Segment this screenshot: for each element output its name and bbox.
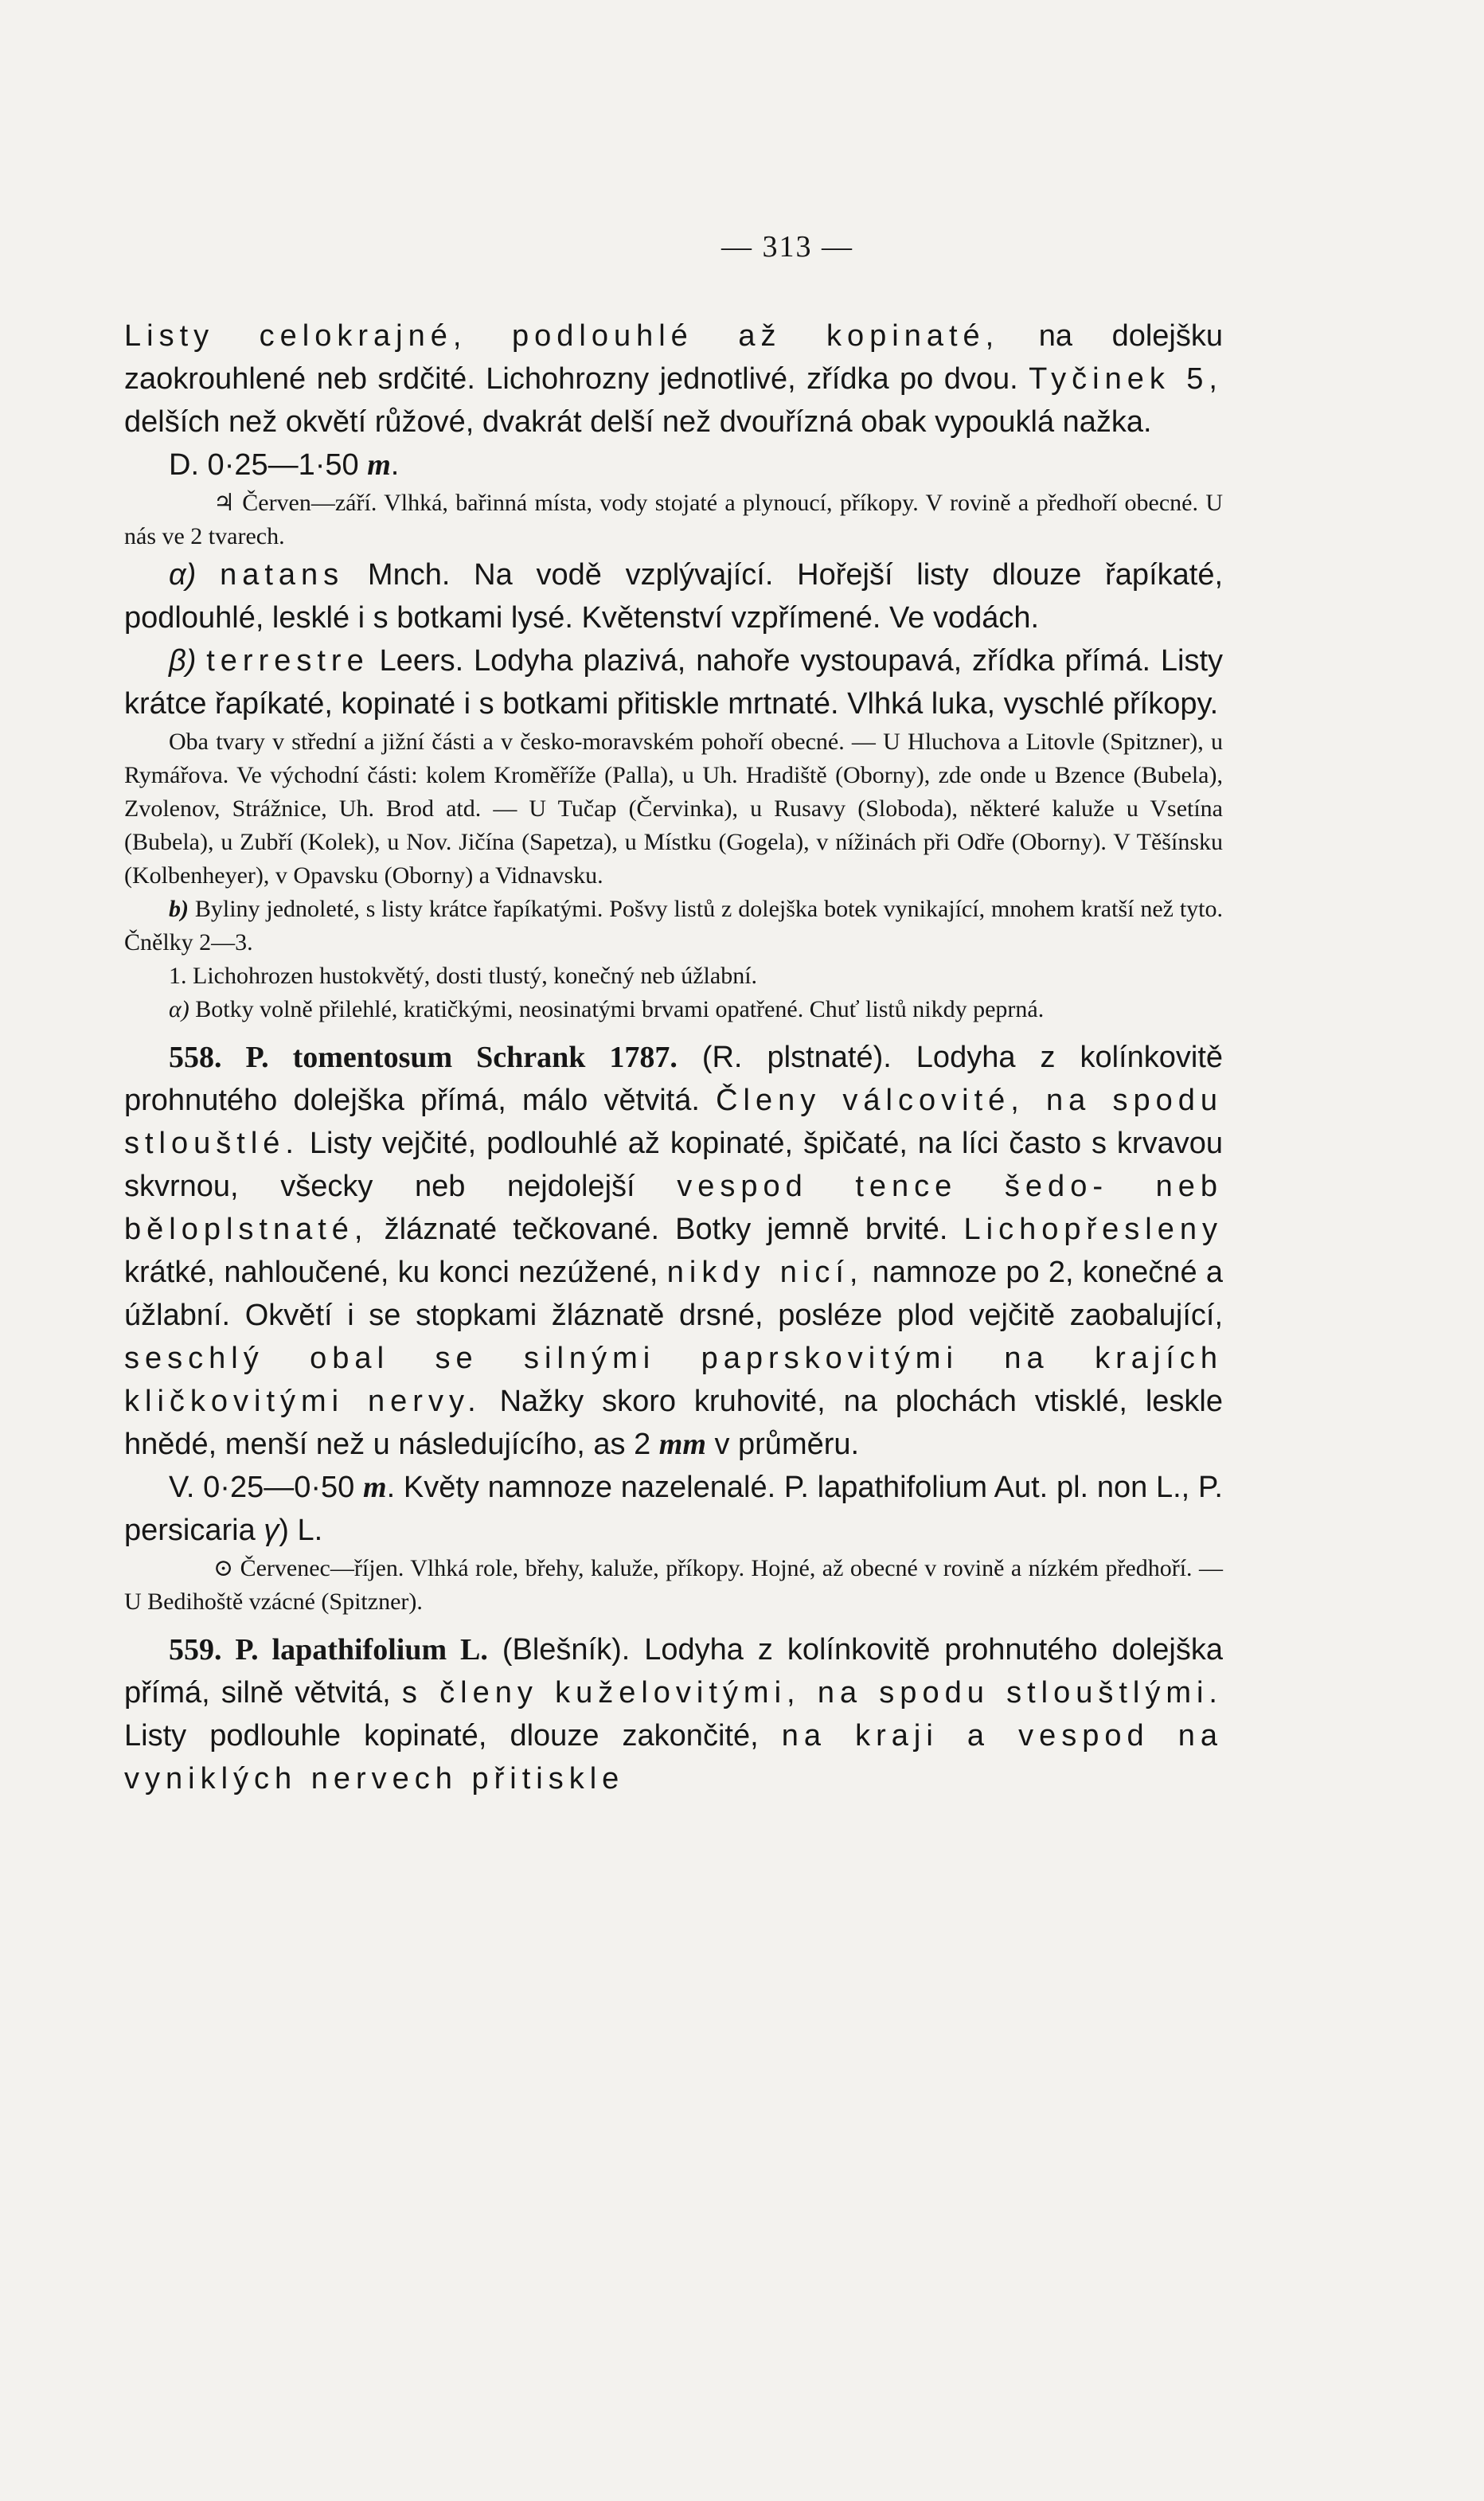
paragraph-form-beta: β) terrestre Leers. Lodyha plazivá, nahoře vystoupavá, zřídka přímá. Listy krátce řapíkaté, kopinaté i s botkami přitiskle mrtnaté. Vlhká luka, vyschlé příkopy. bbox=[124, 644, 1224, 721]
species-559: 559. P. lapathifolium L. (Blešník). Lodyha z kolínkovitě prohnutého dolejška přímá, silně větvitá, s členy kuželovitými, na spodu stlouštlými. Listy podlouhle kopinaté, dlouze zakončité, na kraji a vespod na vyniklých nervech přitiskle bbox=[124, 1633, 1224, 1796]
page-body bbox=[124, 315, 1223, 1800]
paragraph-habitat: ♃ Červen—září. Vlhká, bařinná místa, vody stojaté a plynoucí, příkopy. V rovině a předhoří obecné. U nás ve 2 tvarech. bbox=[124, 487, 1223, 553]
spaced-term: Listy celokrajné, podlouhlé až kopinaté, bbox=[124, 319, 1000, 353]
annual-symbol-icon: ⊙ bbox=[213, 1555, 234, 1581]
paragraph-localities: Oba tvary v střední a jižní části a v česko-moravském pohoří obecné. — U Hluchova a Litovle (Spitzner), u Rymářova. Ve východní části: kolem Kroměříže (Palla), u Uh. Hradiště (Oborny), zde onde u Bzence (Bubela), Zvolenov, Strážnice, Uh. Brod atd. — U Tučap (Červinka), u Rusavy (Sloboda), některé kaluže u Vsetína (Bubela), u Zubří (Kolek), u Nov. Jičína (Sapetza), u Místku (Gogela), v nížinách při Odře (Oborny). V Těšínsku (Kolbenheyer), v Opavsku (Oborny) a Vidnavsku. bbox=[124, 729, 1223, 889]
species-heading: 558. P. tomentosum Schrank 1787. bbox=[169, 1041, 678, 1074]
form-name: natans bbox=[220, 558, 345, 592]
paragraph-558-habitat: ⊙ Červenec—říjen. Vlhká role, břehy, kaluže, příkopy. Hojné, až obecné v rovině a nízkém předhoří. — U Bedihoště vzácné (Spitzner). bbox=[124, 1552, 1223, 1619]
spaced-term: Tyčinek 5, bbox=[1029, 362, 1223, 396]
paragraph-key-b: b) Byliny jednoleté, s listy krátce řapíkatými. Pošvy listů z dolejška botek vynikající, mnohem kratší než tyto. Čnělky 2—3. bbox=[124, 896, 1223, 955]
paragraph-size: D. 0·25—1·50 m. bbox=[169, 448, 400, 482]
perennial-symbol-icon: ♃ bbox=[213, 490, 235, 516]
species-heading: 559. P. lapathifolium L. bbox=[169, 1633, 488, 1667]
paragraph-form-alpha: α) natans Mnch. Na vodě vzplývající. Hořejší listy dlouze řapíkaté, podlouhlé, lesklé i s botkami lysé. Květenství vzpřímené. Ve vodách. bbox=[124, 558, 1224, 635]
paragraph-key-1: 1. Lichohrozen hustokvětý, dosti tlustý, konečný neb úžlabní. bbox=[169, 963, 758, 989]
page-number: — 313 — bbox=[721, 230, 853, 264]
form-name: terrestre bbox=[206, 644, 369, 678]
paragraph-558-size: V. 0·25—0·50 m. Květy namnoze nazelenalé. P. lapathifolium Aut. pl. non L., P. persicaria γ) L. bbox=[124, 1471, 1223, 1547]
paragraph-key-alpha: α) Botky volně přilehlé, kratičkými, neosinatými brvami opatřené. Chuť listů nikdy peprná. bbox=[169, 996, 1045, 1022]
paragraph-leaves: Listy celokrajné, podlouhlé až kopinaté, na dolejšku zaokrouhlené neb srdčité. Lichohrozny jednotlivé, zřídka po dvou. Tyčinek 5, delších než okvětí růžové, dvakrát delší než dvouřízná obak vypouklá nažka. bbox=[124, 319, 1223, 439]
species-558: 558. P. tomentosum Schrank 1787. (R. plstnaté). Lodyha z kolínkovitě prohnutého dolejška přímá, málo větvitá. Členy válcovité, na spodu stlouštlé. Listy vejčité, podlouhlé až kopinaté, špičaté, na líci často s krvavou skvrnou, všecky neb nejdolejší vespod tence šedo- neb běloplstnaté, žláznaté tečkované. Botky jemně brvité. Lichopřesleny krátké, nahloučené, ku konci nezúžené, nikdy nicí, namnoze po 2, konečné a úžlabní. Okvětí i se stopkami žláznatě drsné, posléze plod vejčitě zaobalující, seschlý obal se silnými paprskovitými na krajích kličkovitými nervy. Nažky skoro kruhovité, na plochách vtisklé, leskle hnědé, menší než u následujícího, as 2 mm v průměru. bbox=[124, 1041, 1224, 1461]
